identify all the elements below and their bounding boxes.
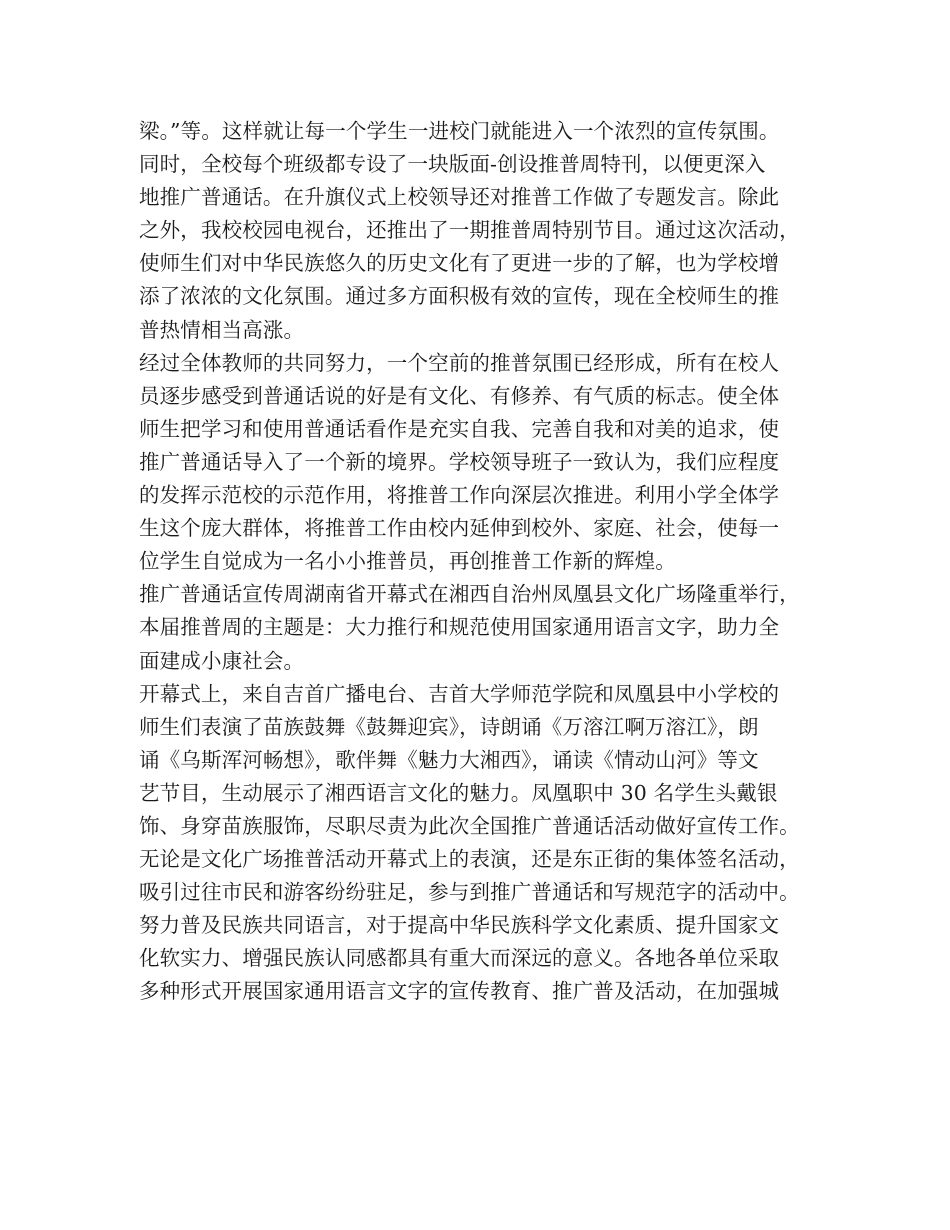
text-line: 普热情相当高涨。 (139, 317, 305, 342)
text-line: 本届推普周的主题是：大力推行和规范使用国家通用语言文字，助力全 (139, 615, 780, 640)
text-line: 吸引过往市民和游客纷纷驻足，参与到推广普通话和写规范字的活动中。 (139, 880, 800, 905)
text-line: 诵《乌斯浑河畅想》，歌伴舞《魅力大湘西》，诵读《情动山河》等文 (139, 747, 759, 772)
text-line: 推广普通话宣传周湖南省开幕式在湘西自治州凤凰县文化广场隆重举行， (139, 582, 800, 607)
text-line: 梁。”等。这样就让每一个学生一进校门就能进入一个浓烈的宣传氛围。 (139, 119, 780, 143)
text-line: 员逐步感受到普通话说的好是有文化、有修养、有气质的标志。使全体 (139, 383, 780, 408)
text-line: 饰、身穿苗族服饰，尽职尽责为此次全国推广普通话活动做好宣传工作。 (139, 813, 800, 838)
text-line: 生这个庞大群体，将推普工作由校内延伸到校外、家庭、社会，使每一 (139, 516, 780, 541)
text-line: 师生们表演了苗族鼓舞《鼓舞迎宾》，诗朗诵《万溶江啊万溶江》，朗 (139, 714, 759, 739)
body-text (139, 115, 829, 1009)
text-line: 艺节目，生动展示了湘西语言文化的魅力。凤凰职中 30 名学生头戴银 (139, 780, 778, 805)
text-line: 化软实力、增强民族认同感都具有重大而深远的意义。各地各单位采取 (139, 946, 780, 971)
text-line: 地推广普通话。在升旗仪式上校领导还对推普工作做了专题发言。除此 (139, 185, 780, 210)
text-line: 无论是文化广场推普活动开幕式上的表演，还是东正街的集体签名活动， (139, 847, 800, 872)
text-line: 面建成小康社会。 (139, 648, 305, 673)
text-line: 之外，我校校园电视台，还推出了一期推普周特别节目。通过这次活动， (139, 218, 800, 243)
text-line: 添了浓浓的文化氛围。通过多方面积极有效的宣传，现在全校师生的推 (139, 284, 780, 309)
text-line: 推广普通话导入了一个新的境界。学校领导班子一致认为，我们应程度 (139, 449, 780, 474)
text-line: 开幕式上，来自吉首广播电台、吉首大学师范学院和凤凰县中小学校的 (139, 681, 780, 706)
text-line: 位学生自觉成为一名小小推普员，再创推普工作新的辉煌。 (139, 549, 676, 574)
text-line: 努力普及民族共同语言，对于提高中华民族科学文化素质、提升国家文 (139, 913, 780, 938)
text-line: 同时，全校每个班级都专设了一块版面-创设推普周特刊，以便更深入 (139, 152, 766, 177)
text-line: 的发挥示范校的示范作用，将推普工作向深层次推进。利用小学全体学 (139, 483, 780, 508)
text-line: 多种形式开展国家通用语言文字的宣传教育、推广普及活动，在加强城 (139, 979, 780, 1004)
text-line: 经过全体教师的共同努力，一个空前的推普氛围已经形成，所有在校人 (139, 350, 780, 375)
text-line: 使师生们对中华民族悠久的历史文化有了更进一步的了解，也为学校增 (139, 251, 780, 276)
text-line: 师生把学习和使用普通话看作是充实自我、完善自我和对美的追求，使 (139, 416, 780, 441)
